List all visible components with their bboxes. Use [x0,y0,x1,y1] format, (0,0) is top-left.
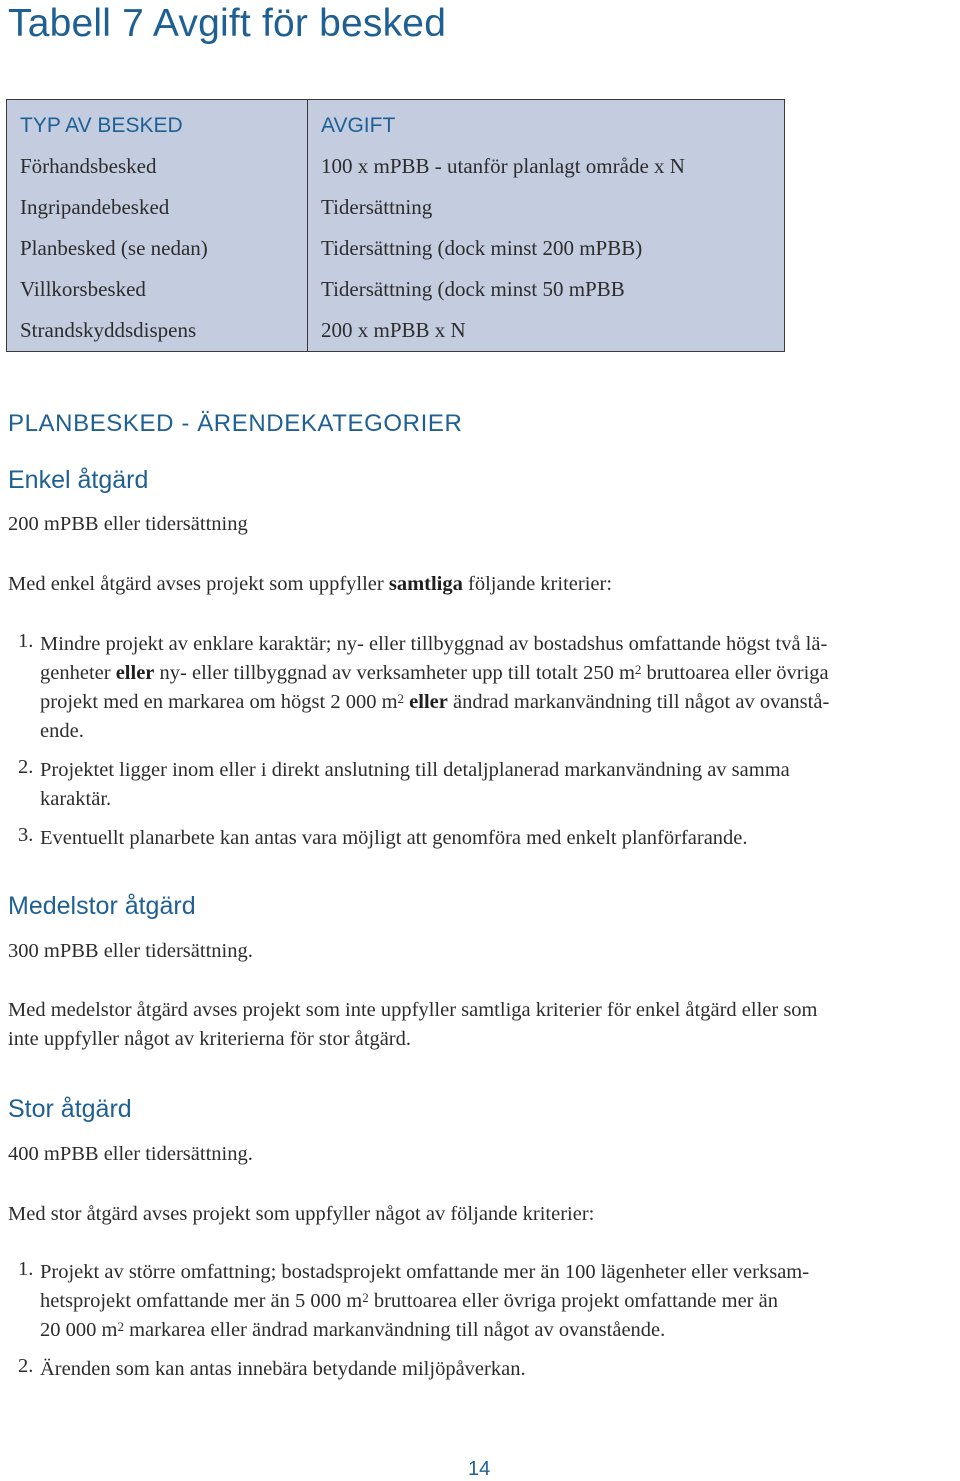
table-cell: Förhandsbesked [20,154,157,178]
list-number: 2. [18,1355,34,1377]
medelstor-heading: Medelstor åtgärd [8,892,196,920]
table-cell: Tidersättning [321,195,433,219]
table-cell-type [7,100,308,352]
enkel-heading: Enkel åtgärd [8,466,149,494]
list-number: 1. [18,1258,34,1280]
table-cell: Ingripandebesked [20,195,170,219]
list-item: Mindre projekt av enklare karaktär; ny- eller tillbyggnad av bostadshus omfattande högst två lä- genheter eller ny- eller tillbyggnad av verksamheter upp till totalt 250 $m^2$ bruttoarea eller övriga projekt med en markarea om högst 2 000 $m^2$ eller ändrad markanvändning till något av ovanstå- ende. [40,633,830,742]
stor-fee: 400 mPBB eller tidersättning. [8,1143,253,1165]
enkel-fee: 200 mPBB eller tidersättning [8,513,248,535]
table-header-fee: AVGIFT [321,114,396,137]
list-item: Ärenden som kan antas innebära betydande miljöpåverkan. [40,1358,526,1380]
table-row [7,100,785,352]
list-item: Projekt av större omfattning; bostadsprojekt omfattande mer än 100 lägenheter eller verksam- hetsprojekt omfattande mer än 5 000 $m^2$ bruttoarea eller övriga projekt omfattande mer än 20 000 $m^2$ markarea eller ändrad markanvändning till något av ovanstående. [40,1261,810,1341]
list-number: 2. [18,756,34,778]
list-number: 1. [18,630,34,652]
stor-intro: Med stor åtgärd avses projekt som uppfyller något av följande kriterier: [8,1203,595,1225]
section-heading: PLANBESKED - ÄRENDEKATEGORIER [8,410,463,437]
enkel-intro: Med enkel åtgärd avses projekt som uppfyller samtliga följande kriterier: [8,573,613,595]
stor-heading: Stor åtgärd [8,1095,132,1123]
table-cell: Planbesked (se nedan) [20,236,208,260]
table-cell: Tidersättning (dock minst 50 mPBB [321,277,625,301]
table-cell: Villkorsbesked [20,277,146,301]
medelstor-desc: Med medelstor åtgärd avses projekt som inte uppfyller samtliga kriterier för enkel åtgärd eller som inte uppfyller något av kriterierna för stor åtgärd. [8,999,818,1050]
list-item: Eventuellt planarbete kan antas vara möjligt att genomföra med enkelt planförfarande. [40,827,748,849]
table-cell: Strandskyddsdispens [20,318,197,342]
table-cell: 100 x mPBB - utanför planlagt område x N [321,154,685,178]
table-cell: Tidersättning (dock minst 200 mPBB) [321,236,643,260]
list-number: 3. [18,824,34,846]
page-title: Tabell 7 Avgift för besked [8,2,447,45]
fee-table [6,99,785,352]
medelstor-fee: 300 mPBB eller tidersättning. [8,940,253,962]
page-number: 14 [468,1458,491,1480]
table-header-type: TYP AV BESKED [20,114,183,137]
list-item: Projektet ligger inom eller i direkt anslutning till detaljplanerad markanvändning av samma karaktär. [40,759,790,810]
table-cell: 200 x mPBB x N [321,318,466,342]
table-cell-fee [308,100,785,352]
